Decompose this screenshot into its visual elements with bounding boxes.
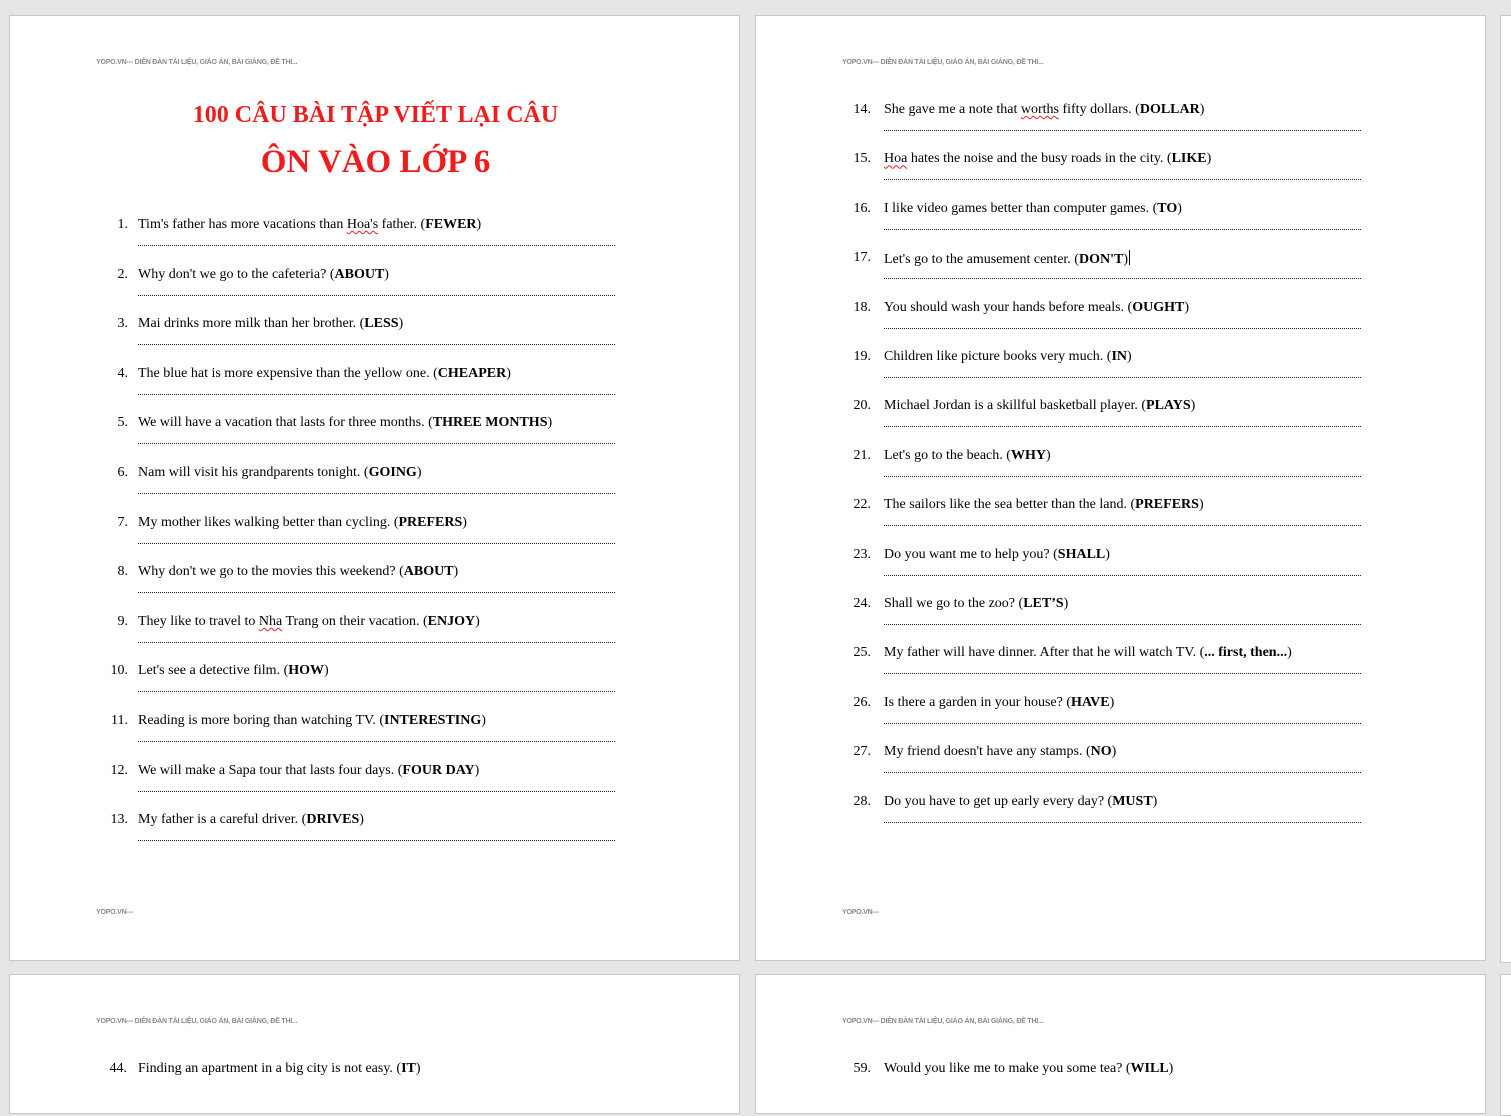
question-number: 23. bbox=[853, 546, 871, 562]
question-keyword: TO bbox=[1157, 200, 1178, 216]
question-item bbox=[756, 1061, 1486, 1101]
question-item bbox=[756, 497, 1486, 537]
question-text-part: The blue hat is more expensive than the yellow one. ( bbox=[138, 365, 438, 381]
question-text-part: Nam will visit his grandparents tonight. ( bbox=[138, 465, 369, 480]
question-keyword: WHY bbox=[1010, 447, 1046, 463]
question-text[interactable] bbox=[884, 201, 1182, 217]
question-number: 28. bbox=[853, 793, 871, 809]
question-text-part: ) bbox=[1105, 546, 1110, 562]
answer-line[interactable] bbox=[884, 525, 1361, 526]
question-text[interactable] bbox=[884, 744, 1116, 760]
question-text-part: Reading is more boring than watching TV. ( bbox=[138, 713, 384, 728]
answer-line[interactable] bbox=[884, 426, 1361, 427]
question-item bbox=[10, 316, 740, 356]
question-number: 19. bbox=[853, 349, 871, 364]
question-number: 11. bbox=[111, 713, 128, 728]
question-keyword: SHALL bbox=[1057, 546, 1106, 562]
question-text-part: Let's go to the beach. ( bbox=[884, 447, 1011, 463]
question-text-part: ) bbox=[1111, 744, 1117, 760]
question-number: 14. bbox=[853, 102, 871, 117]
question-text-part: hates the noise and the busy roads in the city. ( bbox=[907, 151, 1172, 167]
question-text-part: ) bbox=[475, 613, 480, 629]
answer-line[interactable] bbox=[884, 624, 1361, 625]
question-text[interactable] bbox=[884, 151, 1211, 167]
question-text[interactable] bbox=[138, 415, 552, 431]
question-keyword: HOW bbox=[288, 663, 325, 679]
question-keyword: DON'T bbox=[1078, 252, 1124, 268]
question-keyword: INTERESTING bbox=[384, 713, 482, 728]
next-page-edge bbox=[1500, 15, 1511, 963]
answer-line[interactable] bbox=[138, 642, 615, 643]
question-keyword: FEWER bbox=[425, 217, 477, 232]
question-keyword: FOUR DAY bbox=[402, 762, 475, 778]
answer-line[interactable] bbox=[138, 394, 615, 395]
question-text-part: I like video games better than computer games. ( bbox=[884, 200, 1158, 216]
answer-line[interactable] bbox=[138, 691, 615, 692]
question-text[interactable] bbox=[884, 794, 1157, 810]
question-text-part: ) bbox=[1287, 645, 1292, 661]
question-keyword: ABOUT bbox=[334, 266, 385, 282]
question-text-part: Do you have to get up early every day? ( bbox=[884, 793, 1113, 809]
question-text-part: ) bbox=[1127, 349, 1132, 364]
answer-line[interactable] bbox=[884, 673, 1361, 674]
answer-line[interactable] bbox=[138, 840, 615, 841]
spellcheck-underlined-word: Nha bbox=[258, 613, 283, 629]
question-number: 12. bbox=[110, 762, 128, 778]
text-cursor bbox=[1129, 250, 1130, 265]
question-text[interactable] bbox=[884, 250, 1130, 268]
question-text-part: Why don't we go to the movies this weekend? ( bbox=[138, 564, 404, 580]
question-text-part: ) bbox=[415, 1061, 421, 1076]
question-text-part: ) bbox=[1184, 299, 1190, 315]
question-text-part: ) bbox=[1152, 793, 1158, 809]
question-text-part: ) bbox=[1198, 497, 1204, 513]
question-keyword: DRIVES bbox=[306, 812, 360, 828]
question-item bbox=[10, 1061, 740, 1101]
question-item bbox=[756, 349, 1486, 389]
question-item bbox=[10, 217, 740, 257]
answer-line[interactable] bbox=[884, 377, 1361, 378]
question-text-part: ) bbox=[1123, 252, 1128, 268]
question-item bbox=[10, 515, 740, 555]
question-text[interactable] bbox=[884, 695, 1114, 711]
document-page-2[interactable] bbox=[755, 15, 1486, 961]
question-text-part: Let's go to the amusement center. ( bbox=[884, 252, 1079, 268]
question-text-part: Shall we go to the zoo? ( bbox=[884, 596, 1024, 611]
question-item bbox=[756, 744, 1486, 784]
answer-line[interactable] bbox=[884, 179, 1361, 180]
question-text-part: ) bbox=[462, 514, 467, 530]
question-text-part: ) bbox=[1190, 398, 1196, 414]
question-text-part: ) bbox=[384, 266, 389, 282]
question-keyword: GOING bbox=[368, 465, 417, 480]
spellcheck-underlined-word: Hoa bbox=[884, 151, 908, 167]
answer-line[interactable] bbox=[138, 741, 615, 742]
question-number: 16. bbox=[853, 200, 871, 216]
question-text[interactable] bbox=[884, 596, 1068, 612]
question-keyword: IN bbox=[1111, 349, 1128, 364]
question-keyword: PREFERS bbox=[398, 514, 463, 530]
question-text-part: ) bbox=[1063, 596, 1069, 611]
question-item bbox=[756, 547, 1486, 587]
question-keyword: OUGHT bbox=[1132, 299, 1185, 315]
answer-line[interactable] bbox=[884, 822, 1361, 823]
question-text-part: ) bbox=[453, 564, 459, 580]
question-number: 2. bbox=[117, 266, 128, 282]
page-footer: YOPO.VN--- bbox=[96, 909, 133, 916]
question-text-part: They like to travel to bbox=[138, 613, 259, 629]
question-text[interactable] bbox=[138, 1061, 421, 1077]
question-number: 59. bbox=[853, 1061, 871, 1076]
question-item bbox=[756, 201, 1486, 241]
question-number: 5. bbox=[117, 415, 128, 431]
question-item bbox=[10, 267, 740, 307]
question-text[interactable] bbox=[138, 713, 486, 729]
answer-line[interactable] bbox=[138, 543, 615, 544]
question-keyword: IT bbox=[401, 1061, 416, 1076]
question-text[interactable] bbox=[884, 349, 1132, 365]
question-text[interactable] bbox=[884, 497, 1204, 513]
question-number: 25. bbox=[853, 645, 871, 661]
question-number: 13. bbox=[110, 812, 128, 828]
question-text-part: Finding an apartment in a big city is not easy. ( bbox=[138, 1061, 402, 1076]
document-page-4[interactable] bbox=[755, 974, 1486, 1114]
answer-line[interactable] bbox=[884, 278, 1361, 279]
question-text-part: My father is a careful driver. ( bbox=[138, 812, 307, 828]
question-text-part: ) bbox=[324, 663, 329, 679]
question-number: 15. bbox=[853, 151, 871, 167]
question-keyword: DOLLAR bbox=[1139, 102, 1200, 117]
question-keyword: ENJOY bbox=[427, 613, 476, 629]
question-number: 17. bbox=[853, 250, 871, 266]
question-text-part: ) bbox=[476, 217, 482, 232]
question-keyword: PREFERS bbox=[1135, 497, 1199, 513]
question-text[interactable] bbox=[884, 1061, 1173, 1077]
question-item bbox=[10, 614, 740, 654]
question-text-part: ) bbox=[1045, 447, 1051, 463]
question-number: 18. bbox=[853, 299, 871, 315]
question-text-part: Trang on their vacation. ( bbox=[282, 613, 428, 629]
question-keyword: LET’S bbox=[1023, 596, 1064, 611]
question-item bbox=[10, 763, 740, 803]
question-keyword: CHEAPER bbox=[437, 365, 507, 381]
question-text[interactable] bbox=[884, 398, 1195, 414]
spellcheck-underlined-word: Hoa's bbox=[346, 217, 379, 232]
question-text-part: ) bbox=[474, 762, 480, 778]
question-text-part: ) bbox=[398, 316, 404, 332]
question-keyword: ABOUT bbox=[403, 564, 454, 580]
question-text-part: Is there a garden in your house? ( bbox=[884, 694, 1071, 710]
question-number: 6. bbox=[117, 465, 128, 480]
question-text-part: fifty dollars. ( bbox=[1058, 102, 1140, 117]
question-number: 4. bbox=[117, 365, 128, 381]
question-text-part: ) bbox=[506, 365, 511, 381]
answer-line[interactable] bbox=[138, 295, 615, 296]
question-text[interactable] bbox=[138, 316, 403, 332]
answer-line[interactable] bbox=[138, 592, 615, 593]
page-header: YOPO.VN--- DIỄN ĐÀN TÀI LIỆU, GIÁO ÁN, BÀI GIẢNG, ĐỀ THI... bbox=[842, 1018, 1044, 1025]
question-text-part: My mother likes walking better than cycling. ( bbox=[138, 514, 399, 530]
question-text-part: ) bbox=[1199, 102, 1205, 117]
question-number: 44. bbox=[109, 1061, 127, 1076]
question-text[interactable] bbox=[138, 267, 389, 283]
question-text-part: The sailors like the sea better than the land. ( bbox=[884, 497, 1136, 513]
question-item bbox=[10, 366, 740, 406]
question-number: 24. bbox=[853, 596, 871, 611]
question-keyword: PLAYS bbox=[1146, 398, 1191, 414]
question-text-part: ) bbox=[481, 713, 486, 728]
question-keyword: LESS bbox=[364, 316, 399, 332]
question-text[interactable] bbox=[884, 645, 1292, 661]
page-header: YOPO.VN--- DIỄN ĐÀN TÀI LIỆU, GIÁO ÁN, BÀI GIẢNG, ĐỀ THI... bbox=[842, 59, 1044, 66]
document-title: 100 CÂU BÀI TẬP VIẾT LẠI CÂU bbox=[192, 102, 559, 128]
answer-line[interactable] bbox=[884, 575, 1361, 576]
question-text-part: ) bbox=[416, 465, 422, 480]
question-text-part: We will make a Sapa tour that lasts four days. ( bbox=[138, 762, 403, 778]
document-page-3[interactable] bbox=[9, 974, 740, 1114]
question-keyword: LIKE bbox=[1171, 151, 1207, 167]
question-text-part: Why don't we go to the cafeteria? ( bbox=[138, 266, 335, 282]
answer-line[interactable] bbox=[884, 723, 1361, 724]
question-text-part: ) bbox=[547, 415, 553, 431]
spellcheck-underlined-word: worths bbox=[1020, 102, 1059, 117]
question-text[interactable] bbox=[138, 366, 511, 382]
question-number: 20. bbox=[853, 398, 871, 414]
question-item bbox=[756, 596, 1486, 636]
question-text-part: Let's see a detective film. ( bbox=[138, 663, 289, 679]
question-text[interactable] bbox=[138, 217, 481, 233]
question-text-part: ) bbox=[1206, 151, 1212, 167]
question-text[interactable] bbox=[138, 763, 479, 779]
question-number: 1. bbox=[117, 217, 128, 232]
question-text-part: father. ( bbox=[378, 217, 426, 232]
question-keyword: WILL bbox=[1130, 1061, 1169, 1076]
question-number: 7. bbox=[117, 514, 128, 530]
question-text-part: Would you like me to make you some tea? ( bbox=[884, 1061, 1131, 1076]
question-keyword: HAVE bbox=[1070, 694, 1110, 710]
question-text[interactable] bbox=[138, 465, 422, 481]
question-number: 9. bbox=[117, 613, 128, 629]
question-item bbox=[10, 564, 740, 604]
question-item bbox=[756, 794, 1486, 834]
question-number: 21. bbox=[853, 447, 871, 463]
question-keyword: THREE MONTHS bbox=[432, 415, 548, 431]
question-text-part: You should wash your hands before meals. ( bbox=[884, 299, 1133, 315]
question-text-part: Tim's father has more vacations than bbox=[138, 217, 347, 232]
document-page-1[interactable] bbox=[9, 15, 740, 961]
question-text[interactable] bbox=[138, 812, 364, 828]
question-text[interactable] bbox=[138, 515, 467, 531]
answer-line[interactable] bbox=[884, 476, 1361, 477]
question-item bbox=[756, 398, 1486, 438]
question-item bbox=[756, 448, 1486, 488]
question-item bbox=[10, 415, 740, 455]
question-number: 10. bbox=[110, 663, 128, 679]
question-item bbox=[10, 663, 740, 703]
page-footer: YOPO.VN--- bbox=[842, 909, 879, 916]
question-text-part: Children like picture books very much. ( bbox=[884, 349, 1112, 364]
answer-line[interactable] bbox=[138, 493, 615, 494]
question-text[interactable] bbox=[884, 300, 1189, 316]
question-text[interactable] bbox=[884, 547, 1110, 563]
answer-line[interactable] bbox=[884, 772, 1361, 773]
question-item bbox=[10, 465, 740, 505]
question-text[interactable] bbox=[138, 614, 480, 630]
question-item bbox=[756, 645, 1486, 685]
question-text-part: My friend doesn't have any stamps. ( bbox=[884, 744, 1091, 760]
question-text-part: My father will have dinner. After that he will watch TV. ( bbox=[884, 645, 1205, 661]
question-keyword: NO bbox=[1090, 744, 1112, 760]
question-item bbox=[756, 300, 1486, 340]
question-number: 8. bbox=[117, 564, 128, 580]
page-header: YOPO.VN--- DIỄN ĐÀN TÀI LIỆU, GIÁO ÁN, BÀI GIẢNG, ĐỀ THI... bbox=[96, 1018, 298, 1025]
question-item bbox=[756, 250, 1486, 290]
answer-line[interactable] bbox=[138, 791, 615, 792]
question-item bbox=[756, 695, 1486, 735]
question-text-part: She gave me a note that bbox=[884, 102, 1021, 117]
question-number: 3. bbox=[117, 316, 128, 332]
question-text[interactable] bbox=[884, 448, 1051, 464]
question-number: 22. bbox=[853, 497, 871, 513]
question-text-part: ) bbox=[1177, 200, 1182, 216]
answer-line[interactable] bbox=[884, 229, 1361, 230]
question-text-part: Mai drinks more milk than her brother. ( bbox=[138, 316, 365, 332]
answer-line[interactable] bbox=[884, 130, 1361, 131]
question-item bbox=[10, 812, 740, 852]
question-text[interactable] bbox=[884, 102, 1204, 118]
question-text-part: ) bbox=[1109, 694, 1115, 710]
question-keyword: MUST bbox=[1112, 793, 1153, 809]
answer-line[interactable] bbox=[138, 344, 615, 345]
question-text[interactable] bbox=[138, 663, 329, 679]
page-header: YOPO.VN--- DIỄN ĐÀN TÀI LIỆU, GIÁO ÁN, BÀI GIẢNG, ĐỀ THI... bbox=[96, 59, 298, 66]
question-text-part: Michael Jordan is a skillful basketball player. ( bbox=[884, 398, 1147, 414]
question-text-part: ) bbox=[359, 812, 364, 828]
question-text-part: Do you want me to help you? ( bbox=[884, 546, 1058, 562]
question-item bbox=[756, 102, 1486, 142]
answer-line[interactable] bbox=[138, 443, 615, 444]
answer-line[interactable] bbox=[884, 328, 1361, 329]
question-text-part: We will have a vacation that lasts for three months. ( bbox=[138, 415, 433, 431]
question-item bbox=[10, 713, 740, 753]
question-item bbox=[756, 151, 1486, 191]
question-keyword: ... first, then... bbox=[1204, 645, 1288, 661]
answer-line[interactable] bbox=[138, 245, 615, 246]
document-subtitle: ÔN VÀO LỚP 6 bbox=[260, 144, 491, 180]
question-number: 26. bbox=[853, 694, 871, 710]
next-page-edge bbox=[1500, 974, 1511, 1116]
question-text[interactable] bbox=[138, 564, 458, 580]
question-text-part: ) bbox=[1168, 1061, 1174, 1076]
question-number: 27. bbox=[853, 744, 871, 760]
